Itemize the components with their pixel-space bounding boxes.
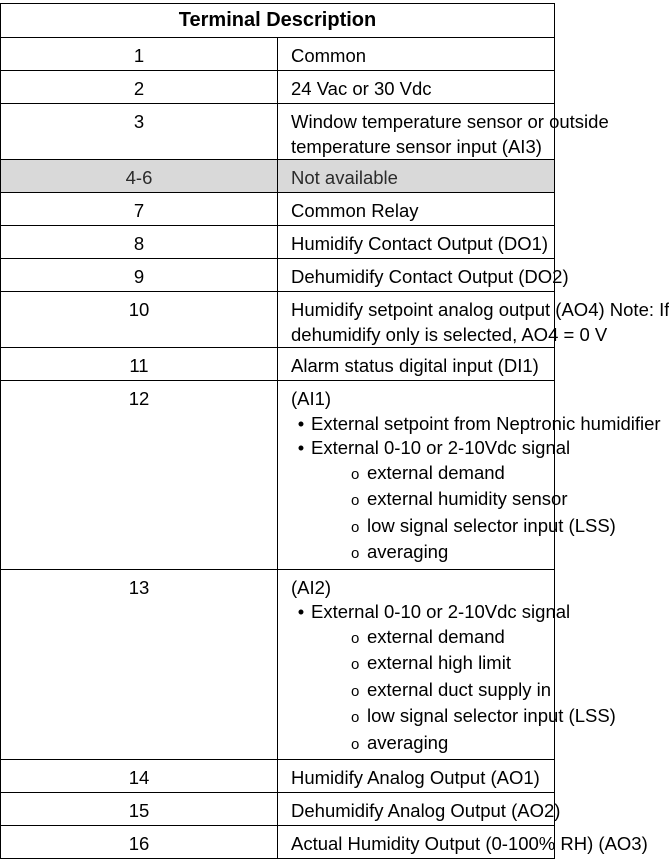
bullet-text: External setpoint from Neptronic humidifier [311,412,661,434]
sub-bullet-item [291,731,550,758]
table-row-9 [1,259,555,292]
table-row-8 [1,226,555,259]
terminal-description [278,226,555,259]
description-line: Common Relay [291,200,419,221]
terminal-number: 3 [1,104,278,160]
bullet-text: External 0-10 or 2-10Vdc signal [311,437,571,458]
terminal-description [278,38,555,71]
sub-bullet-marker: o [351,518,360,536]
terminal-number: 14 [1,760,278,793]
terminal-description [278,760,555,793]
table-row-3 [1,104,555,160]
description-line: Dehumidify Contact Output (DO2) [291,266,569,287]
sub-bullet-item [291,678,550,705]
description-heading: (AI2) [291,576,332,598]
bullet-text: External 0-10 or 2-10Vdc signal [311,601,571,622]
terminal-description [278,71,555,104]
table-row-14 [1,760,555,793]
terminal-number: 13 [1,569,278,760]
terminal-number: 2 [1,71,278,104]
sub-bullet-item [291,651,550,678]
table-row-13 [1,569,555,760]
terminal-description [278,259,569,292]
terminal-description-table [0,3,669,859]
table-row-11 [1,348,555,381]
bullet-item [291,436,571,461]
sub-bullet-marker: o [351,492,360,509]
description-line: Alarm status digital input (DI1) [291,355,539,376]
sub-bullet-item [291,625,550,652]
sub-bullet-text: averaging [367,541,449,562]
sub-bullet-marker: o [351,656,360,673]
description-line: temperature sensor input (AI3) [291,135,542,157]
description-line: Dehumidify Analog Output (AO2) [291,800,561,821]
terminal-description [278,292,669,348]
bullet-item [291,600,571,625]
table-row-16 [1,826,555,859]
description-line: Humidify Contact Output (DO1) [291,233,549,254]
bullet-marker: • [297,601,305,622]
terminal-number: 10 [1,292,278,348]
table-row-10 [1,292,555,348]
description-line: Humidify Analog Output (AO1) [291,767,540,788]
sub-bullet-marker: o [351,682,360,700]
terminal-description [278,160,555,193]
terminal-number: 9 [1,259,278,292]
sub-bullet-marker: o [351,629,360,647]
sub-bullet-item [291,540,550,567]
sub-bullet-text: external humidity sensor [367,488,568,509]
sub-bullet-marker: o [351,709,360,726]
table-header-row [1,4,555,38]
table-row-1 [1,38,555,71]
terminal-number: 16 [1,826,278,859]
table-row-15 [1,793,555,826]
description-line: 24 Vac or 30 Vdc [291,78,432,99]
terminal-description [278,826,648,859]
table-row-7 [1,193,555,226]
sub-bullet-text: averaging [367,731,449,753]
terminal-description [278,381,661,570]
sub-bullet-text: external demand [367,461,505,483]
terminal-description [278,348,555,381]
sub-bullet-marker: o [351,735,360,753]
terminal-number: 15 [1,793,278,826]
sub-bullet-text: external duct supply in [367,678,552,700]
description-line: dehumidify only is selected, AO4 = 0 V [291,323,608,345]
table-title: Terminal Description [1,4,555,38]
terminal-description [278,104,609,160]
description-line: Window temperature sensor or outside [291,111,609,132]
description-line: Not available [291,167,398,188]
sub-bullet-text: external demand [367,625,505,647]
sub-bullet-text: external high limit [367,652,511,673]
sub-bullet-marker: o [351,465,360,483]
description-heading: (AI1) [291,388,332,409]
sub-bullet-item [291,461,550,488]
terminal-number: 8 [1,226,278,259]
description-line: Humidify setpoint analog output (AO4) Note: If [291,299,669,320]
sub-bullet-text: low signal selector input (LSS) [367,705,616,726]
description-line: Actual Humidity Output (0-100% RH) (AO3) [291,833,648,854]
bullet-marker: • [297,437,305,458]
sub-bullet-item [291,704,616,731]
terminal-description [278,193,555,226]
terminal-number: 7 [1,193,278,226]
terminal-number: 12 [1,381,278,570]
bullet-item [291,412,661,437]
table-row-12 [1,381,555,570]
terminal-number: 4-6 [1,160,278,193]
table-row-4-6 [1,160,555,193]
description-line: Common [291,45,367,66]
sub-bullet-marker: o [351,545,360,562]
terminal-description [278,569,616,760]
bullet-marker: • [297,412,305,434]
terminal-number: 1 [1,38,278,71]
table-row-2 [1,71,555,104]
sub-bullet-item [291,514,616,541]
sub-bullet-item [291,487,568,514]
terminal-description [278,793,561,826]
sub-bullet-text: low signal selector input (LSS) [367,514,616,536]
terminal-number: 11 [1,348,278,381]
